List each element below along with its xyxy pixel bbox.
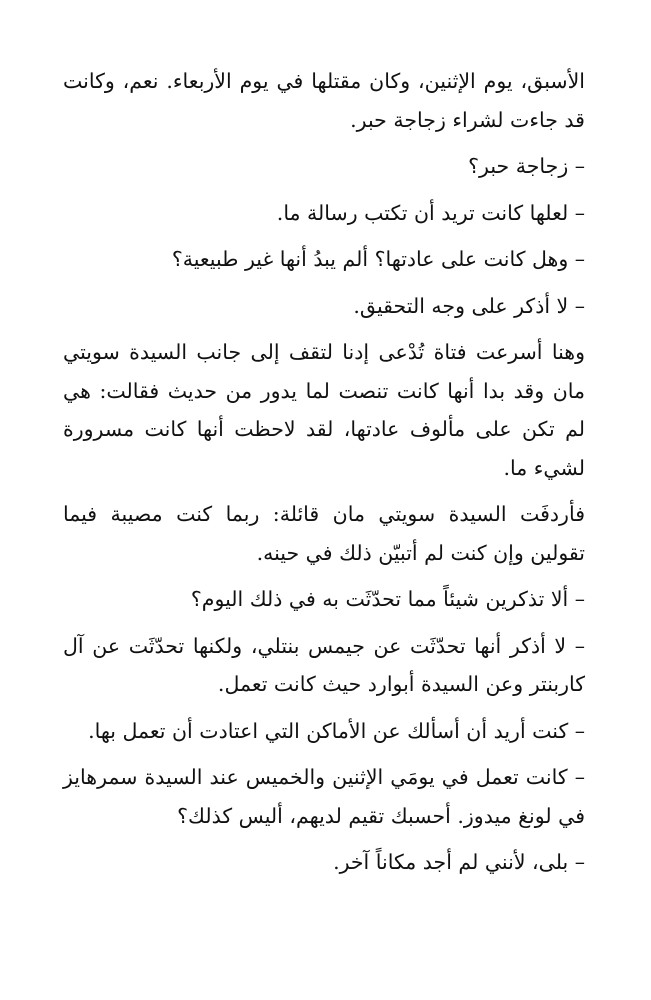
paragraph-11: – كانت تعمل في يومَي الإثنين والخميس عند السيدة سمرهايز في لونغ ميدوز. أحسبك تقيم لديهم، أليس كذلك؟ [63, 765, 585, 828]
paragraph-8: – ألا تذكرين شيئاً مما تحدّثَت به في ذلك اليوم؟ [190, 587, 585, 611]
paragraph-6: وهنا أسرعت فتاة تُدْعى إدنا لتقف إلى جانب السيدة سويتي مان وقد بدا أنها كانت تنصت لما يدور من حديث فقالت: هي لم تكن على مألوف عادتها، لقد لاحظت أنها كانت مسرورة لشيء ما. [63, 340, 585, 480]
paragraph-3: – لعلها كانت تريد أن تكتب رسالة ما. [276, 200, 585, 225]
paragraph-5: – لا أذكر على وجه التحقيق. [353, 293, 585, 318]
paragraph-4: – وهل كانت على عادتها؟ ألم يبدُ أنها غير طبيعية؟ [171, 247, 585, 271]
paragraph-10: – كنت أريد أن أسألك عن الأماكن التي اعتادت أن تعمل بها. [88, 718, 585, 743]
text-body [63, 62, 585, 890]
paragraph-1: الأسبق، يوم الإثنين، وكان مقتلها في يوم الأربعاء. نعم، وكانت قد جاءت لشراء زجاجة حبر. [63, 69, 585, 132]
paragraph-7: فأردفَت السيدة سويتي مان قائلة: ربما كنت مصيبة فيما تقولين وإن كنت لم أتبيّن ذلك في حينه. [63, 502, 585, 565]
paragraph-9: – لا أذكر أنها تحدّثَت عن جيمس بنتلي، ولكنها تحدّثَت عن آل كاربنتر وعن السيدة أبوارد حيث كانت تعمل. [63, 633, 585, 696]
paragraph-12: – بلى، لأنني لم أجد مكاناً آخر. [333, 850, 585, 874]
paragraph-2: – زجاجة حبر؟ [468, 154, 585, 178]
